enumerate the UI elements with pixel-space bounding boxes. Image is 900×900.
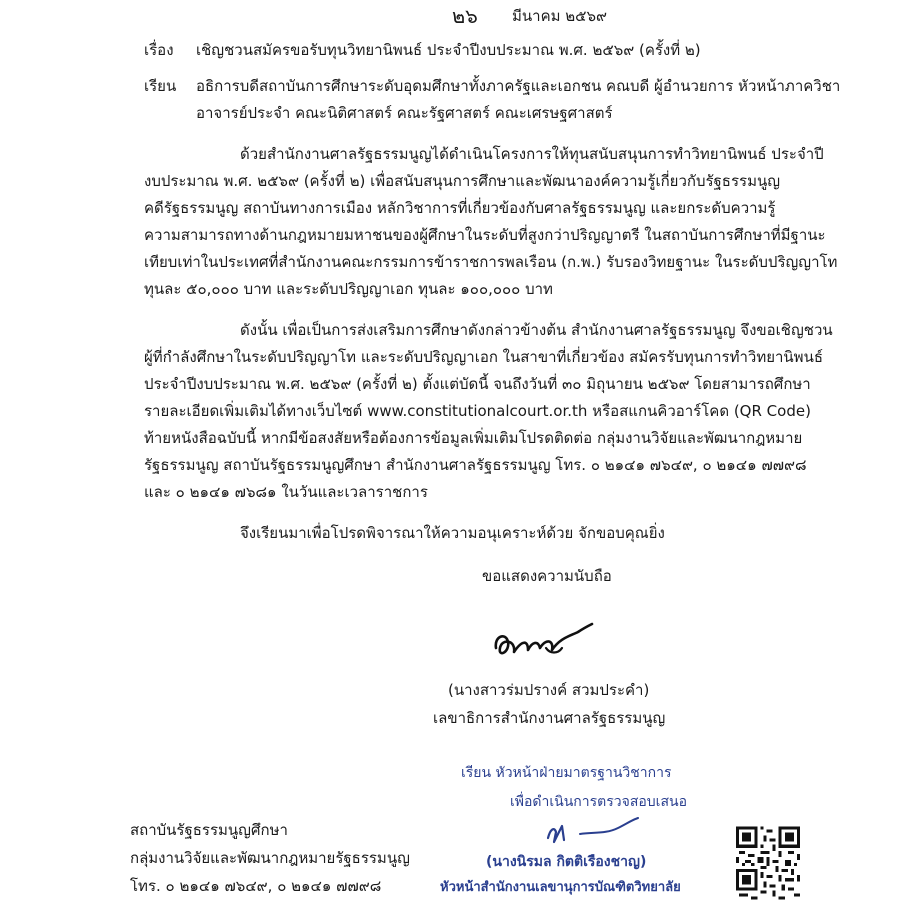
paragraph-2-line: รัฐธรรมนูญ สถาบันรัฐธรรมนูญศึกษา สำนักงานศาลรัฐธรรมนูญ โทร. ๐ ๒๑๔๑ ๗๖๔๙, ๐ ๒๑๔๑ ๗๗๙๘ <box>144 456 807 474</box>
signatory-name: (นางสาวร่มปรางค์ สวมประคำ) <box>448 681 650 699</box>
paragraph-2-line: รายละเอียดเพิ่มเติมได้ทางเว็บไซต์ www.constitutionalcourt.or.th หรือสแกนคิวอาร์โคด (QR Code) <box>144 402 811 420</box>
date-day: ๒๖ <box>452 4 478 28</box>
paragraph-2-line: ดังนั้น เพื่อเป็นการส่งเสริมการศึกษาดังกล่าวข้างต้น สำนักงานศาลรัฐธรรมนูญ จึงขอเชิญชวน <box>240 321 833 339</box>
subject-text: เชิญชวนสมัครขอรับทุนวิทยานิพนธ์ ประจำปีงบประมาณ พ.ศ. ๒๕๖๙ (ครั้งที่ ๒) <box>196 41 701 59</box>
signatory-title: เลขาธิการสำนักงานศาลรัฐธรรมนูญ <box>433 709 666 727</box>
subject-label: เรื่อง <box>144 41 174 59</box>
paragraph-1-line: ความสามารถทางด้านกฎหมายมหาชนของผู้ศึกษาในระดับที่สูงกว่าปริญญาตรี ในสถาบันการศึกษาที่มีฐานะ <box>144 226 826 244</box>
paragraph-1-line: คดีรัฐธรรมนูญ สถาบันทางการเมือง หลักวิชาการที่เกี่ยวข้องกับศาลรัฐธรรมนูญ และยกระดับความรู้ <box>144 199 776 217</box>
footer-phone: โทร. ๐ ๒๑๔๑ ๗๖๔๙, ๐ ๒๑๔๑ ๗๗๙๘ <box>130 877 382 895</box>
paragraph-2-line: ประจำปีงบประมาณ พ.ศ. ๒๕๖๙ (ครั้งที่ ๒) ตั้งแต่บัดนี้ จนถึงวันที่ ๓๐ มิถุนายน ๒๕๖๙ โดยสามารถศึกษา <box>144 375 811 393</box>
paragraph-1-line: เทียบเท่าในประเทศที่สำนักงานคณะกรรมการข้าราชการพลเรือน (ก.พ.) รับรองวิทยฐานะ ในระดับปริญญาโท <box>144 253 838 271</box>
paragraph-1-line: ด้วยสำนักงานศาลรัฐธรรมนูญได้ดำเนินโครงการให้ทุนสนับสนุนการทำวิทยานิพนธ์ ประจำปี <box>240 145 824 163</box>
paragraph-1-line: ทุนละ ๕๐,๐๐๐ บาท และระดับปริญญาเอก ทุนละ ๑๐๐,๐๐๐ บาท <box>144 280 553 298</box>
annotation-name: (นางนิรมล กิตติเรืองชาญ) <box>486 854 647 870</box>
paragraph-2-line: ท้ายหนังสือฉบับนี้ หากมีข้อสงสัยหรือต้องการข้อมูลเพิ่มเติมโปรดติดต่อ กลุ่มงานวิจัยและพัฒนากฎหมาย <box>144 429 803 447</box>
annotation-line-2: เพื่อดำเนินการตรวจสอบเสนอ <box>510 794 687 810</box>
annotation-title: หัวหน้าสำนักงานเลขานุการบัณฑิตวิทยาลัย <box>440 880 681 895</box>
footer-institute: สถาบันรัฐธรรมนูญศึกษา <box>130 821 288 839</box>
annotation-signature <box>544 812 644 852</box>
regards-text: ขอแสดงความนับถือ <box>482 567 612 585</box>
recipient-label: เรียน <box>144 77 177 95</box>
recipient-line-1: อธิการบดีสถาบันการศึกษาระดับอุดมศึกษาทั้งภาครัฐและเอกชน คณบดี ผู้อำนวยการ หัวหน้าภาควิชา <box>196 77 841 95</box>
footer-group: กลุ่มงานวิจัยและพัฒนากฎหมายรัฐธรรมนูญ <box>130 849 410 867</box>
paragraph-2-line: และ ๐ ๒๑๔๑ ๗๖๘๑ ในวันและเวลาราชการ <box>144 483 428 501</box>
closing-request: จึงเรียนมาเพื่อโปรดพิจารณาให้ความอนุเคราะห์ด้วย จักขอบคุณยิ่ง <box>240 524 665 542</box>
qr-code[interactable] <box>736 826 800 900</box>
paragraph-2-line: ผู้ที่กำลังศึกษาในระดับปริญญาโท และระดับปริญญาเอก ในสาขาที่เกี่ยวข้อง สมัครรับทุนการทำวิทยานิพนธ์ <box>144 348 823 366</box>
recipient-line-2: อาจารย์ประจำ คณะนิติศาสตร์ คณะรัฐศาสตร์ คณะเศรษฐศาสตร์ <box>196 104 613 122</box>
date-month-year: มีนาคม ๒๕๖๙ <box>512 7 608 25</box>
annotation-line-1: เรียน หัวหน้าฝ่ายมาตรฐานวิชาการ <box>461 765 672 781</box>
secretary-signature <box>488 618 598 668</box>
paragraph-1-line: งบประมาณ พ.ศ. ๒๕๖๙ (ครั้งที่ ๒) เพื่อสนับสนุนการศึกษาและพัฒนาองค์ความรู้เกี่ยวกับรัฐธรรมนูญ <box>144 172 780 190</box>
